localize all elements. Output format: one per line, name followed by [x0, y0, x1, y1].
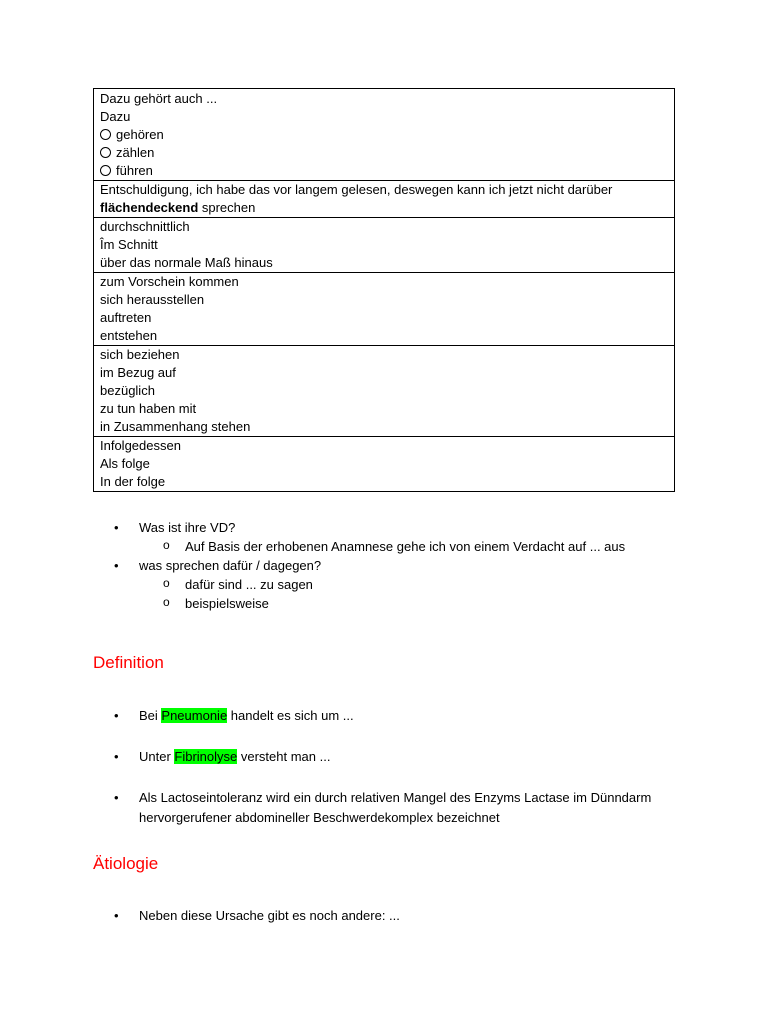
- option-text: gehören: [116, 127, 164, 142]
- table-cell: [94, 437, 675, 492]
- table-line: im Bezug auf: [100, 365, 176, 380]
- table-row: [94, 346, 675, 437]
- bullet-icon: •: [114, 790, 119, 805]
- bullet-text: Neben diese Ursache gibt es noch andere: ...: [139, 908, 400, 923]
- definition-heading: Definition: [93, 653, 164, 672]
- table-line: Dazu gehört auch ...: [100, 91, 218, 106]
- table-line: zum Vorschein kommen: [100, 274, 239, 289]
- bullet-text: [139, 706, 659, 726]
- sub-list-item: o beispielsweise: [139, 594, 768, 613]
- sub-list-item: o dafür sind ... zu sagen: [139, 575, 768, 594]
- table-line: [100, 199, 668, 217]
- text-part: versteht man ...: [237, 749, 331, 764]
- table-line: bezüglich: [100, 383, 155, 398]
- bold-term: flächendeckend: [100, 200, 199, 215]
- table-line: sich herausstellen: [100, 292, 205, 307]
- table-row: [94, 437, 675, 492]
- highlighted-term: Fibrinolyse: [174, 749, 238, 764]
- option-text: zählen: [116, 145, 155, 160]
- table-line: entstehen: [100, 328, 158, 343]
- bullet-icon: •: [114, 908, 119, 923]
- table-line: sich beziehen: [100, 347, 180, 362]
- option-line: [100, 144, 668, 162]
- table-cell: [94, 89, 675, 181]
- phrases-table: [93, 88, 675, 492]
- table-row: [94, 181, 675, 218]
- table-line: Als folge: [100, 456, 150, 471]
- table-row: [94, 89, 675, 181]
- table-cell: [94, 346, 675, 437]
- table-line: zu tun haben mit: [100, 401, 197, 416]
- bullet-text: Als Lactoseintoleranz wird ein durch relativen Mangel des Enzyms Lactase im Dünndarm hervorgerufener abdomineller Beschwerdekomplex bezeichnet: [139, 790, 652, 825]
- table-line: In der folge: [100, 474, 166, 489]
- list-item: [0, 556, 768, 613]
- question-text: was sprechen dafür / dagegen?: [139, 558, 322, 573]
- table-text: sprechen: [198, 200, 256, 215]
- circle-icon: [100, 147, 111, 158]
- table-cell: [94, 273, 675, 346]
- aetiologie-heading: Ätiologie: [93, 854, 159, 873]
- text-part: Bei: [139, 708, 162, 723]
- list-item: [0, 518, 768, 556]
- bullet-text: [139, 747, 659, 767]
- text-part: Unter: [139, 749, 175, 764]
- table-row: [94, 273, 675, 346]
- table-line: Infolgedessen: [100, 438, 181, 453]
- table-line: in Zusammenhang stehen: [100, 419, 251, 434]
- bullet-icon: •: [114, 749, 119, 764]
- question-text: Was ist ihre VD?: [139, 520, 236, 535]
- highlighted-term: Pneumonie: [161, 708, 228, 723]
- option-line: [100, 126, 668, 144]
- question-list: [0, 518, 768, 613]
- sub-list-item: o Auf Basis der erhobenen Anamnese gehe ich von einem Verdacht auf ... aus: [139, 537, 768, 556]
- table-line: Dazu: [100, 109, 131, 124]
- option-line: [100, 162, 668, 180]
- table-line: über das normale Maß hinaus: [100, 255, 273, 270]
- bullet-icon: •: [114, 708, 119, 723]
- option-text: führen: [116, 163, 153, 178]
- table-line: Îm Schnitt: [100, 237, 158, 252]
- table-cell: [94, 218, 675, 273]
- circle-icon: [100, 129, 111, 140]
- circle-icon: [100, 165, 111, 176]
- table-cell: [94, 181, 675, 218]
- table-line: durchschnittlich: [100, 219, 190, 234]
- table-row: [94, 218, 675, 273]
- table-line: auftreten: [100, 310, 152, 325]
- table-line: Entschuldigung, ich habe das vor langem gelesen, deswegen kann ich jetzt nicht darüber: [100, 182, 613, 197]
- text-part: handelt es sich um ...: [227, 708, 354, 723]
